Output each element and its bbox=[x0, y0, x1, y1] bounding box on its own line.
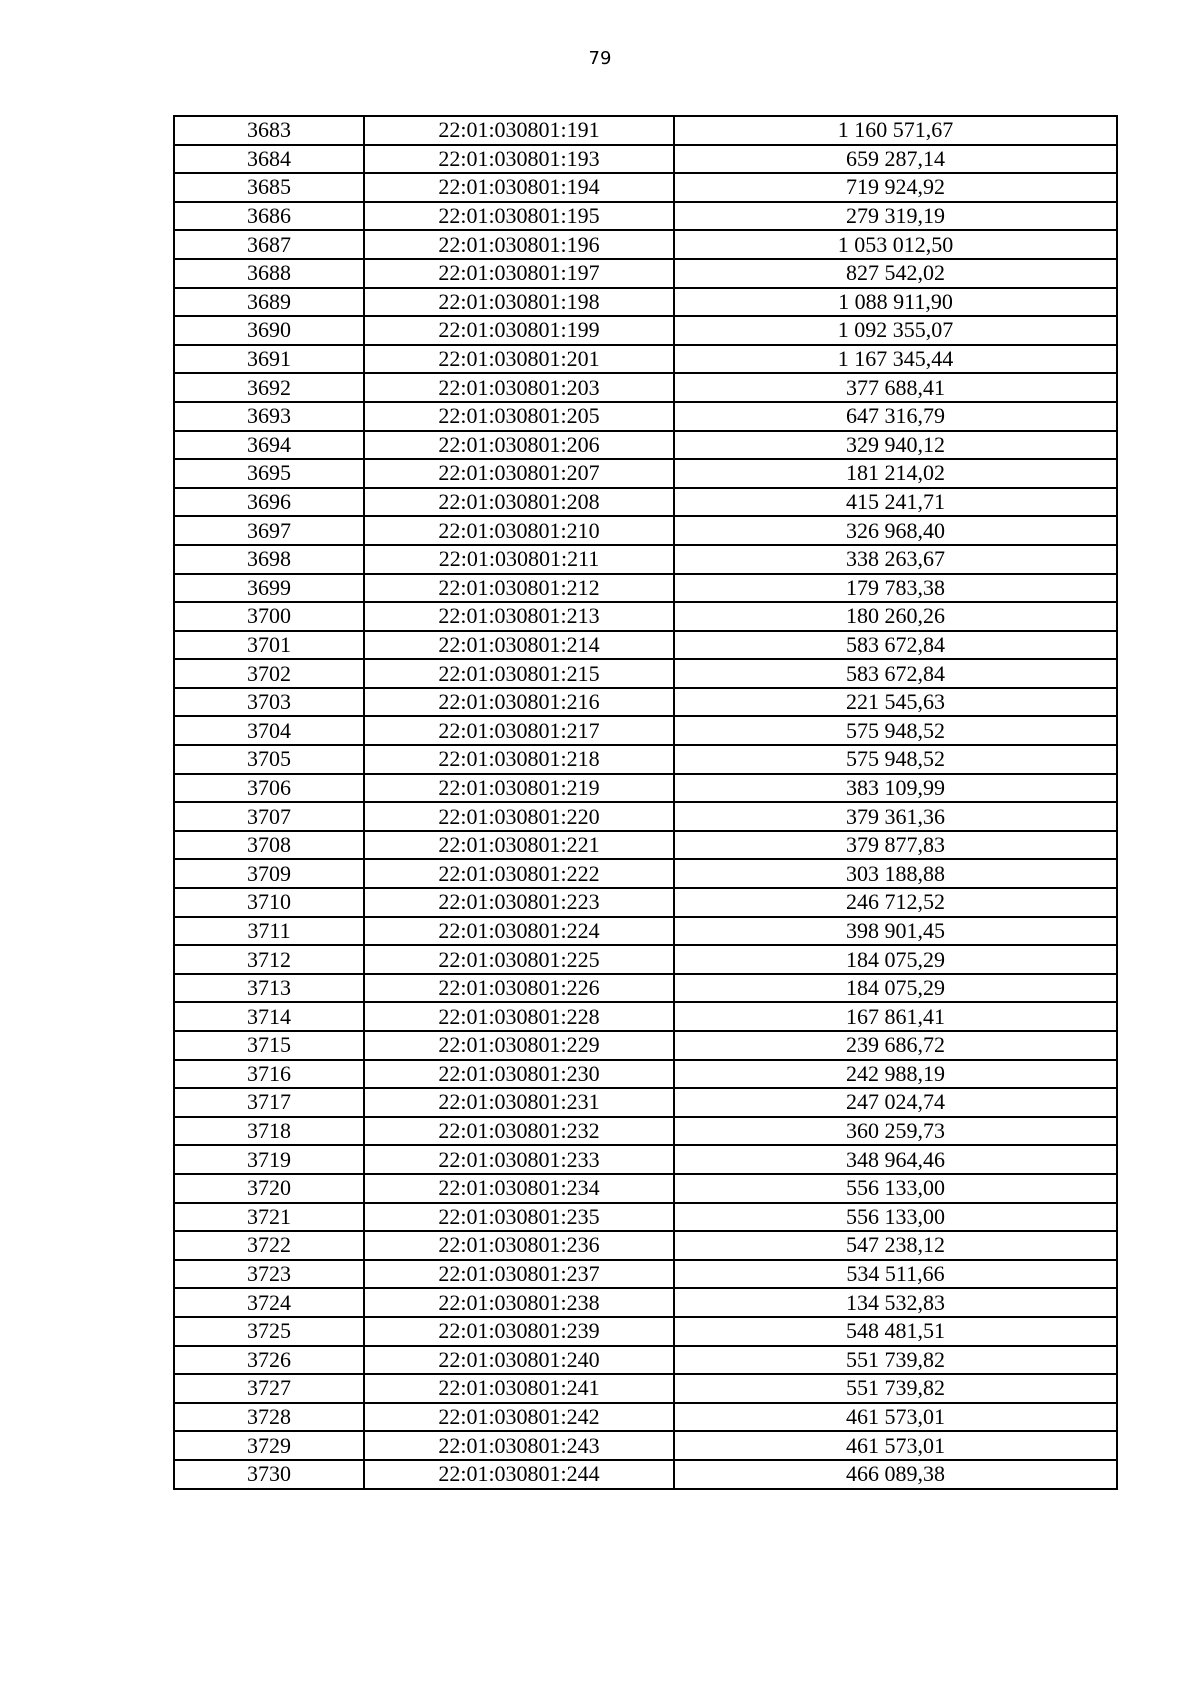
cadastral-value-cell: 583 672,84 bbox=[674, 631, 1117, 660]
row-number-cell: 3695 bbox=[174, 459, 364, 488]
cadastral-value-cell: 466 089,38 bbox=[674, 1460, 1117, 1489]
row-number-cell: 3703 bbox=[174, 688, 364, 717]
cadastral-number-cell: 22:01:030801:197 bbox=[364, 259, 674, 288]
row-number-cell: 3710 bbox=[174, 888, 364, 917]
cadastral-number-cell: 22:01:030801:201 bbox=[364, 345, 674, 374]
row-number-cell: 3716 bbox=[174, 1060, 364, 1089]
row-number-cell: 3706 bbox=[174, 774, 364, 803]
cadastral-value-cell: 242 988,19 bbox=[674, 1060, 1117, 1089]
cadastral-value-cell: 167 861,41 bbox=[674, 1002, 1117, 1031]
table-row bbox=[174, 1031, 1117, 1060]
cadastral-value-cell: 134 532,83 bbox=[674, 1288, 1117, 1317]
table-row bbox=[174, 1145, 1117, 1174]
cadastral-value-cell: 547 238,12 bbox=[674, 1231, 1117, 1260]
cadastral-number-cell: 22:01:030801:213 bbox=[364, 602, 674, 631]
row-number-cell: 3705 bbox=[174, 745, 364, 774]
table-row bbox=[174, 1346, 1117, 1375]
cadastral-value-cell: 329 940,12 bbox=[674, 431, 1117, 460]
cadastral-number-cell: 22:01:030801:198 bbox=[364, 288, 674, 317]
cadastral-value-cell: 551 739,82 bbox=[674, 1346, 1117, 1375]
table-row bbox=[174, 602, 1117, 631]
row-number-cell: 3714 bbox=[174, 1002, 364, 1031]
row-number-cell: 3685 bbox=[174, 173, 364, 202]
row-number-cell: 3725 bbox=[174, 1317, 364, 1346]
table-row bbox=[174, 1117, 1117, 1146]
cadastral-number-cell: 22:01:030801:216 bbox=[364, 688, 674, 717]
row-number-cell: 3683 bbox=[174, 116, 364, 145]
row-number-cell: 3686 bbox=[174, 202, 364, 231]
table-row bbox=[174, 659, 1117, 688]
cadastral-number-cell: 22:01:030801:210 bbox=[364, 516, 674, 545]
table-row bbox=[174, 1231, 1117, 1260]
cadastral-number-cell: 22:01:030801:230 bbox=[364, 1060, 674, 1089]
cadastral-number-cell: 22:01:030801:205 bbox=[364, 402, 674, 431]
cadastral-number-cell: 22:01:030801:229 bbox=[364, 1031, 674, 1060]
cadastral-number-cell: 22:01:030801:217 bbox=[364, 716, 674, 745]
cadastral-value-cell: 1 167 345,44 bbox=[674, 345, 1117, 374]
table-row bbox=[174, 288, 1117, 317]
row-number-cell: 3701 bbox=[174, 631, 364, 660]
cadastral-value-cell: 827 542,02 bbox=[674, 259, 1117, 288]
row-number-cell: 3729 bbox=[174, 1431, 364, 1460]
cadastral-value-cell: 575 948,52 bbox=[674, 745, 1117, 774]
row-number-cell: 3708 bbox=[174, 831, 364, 860]
cadastral-number-cell: 22:01:030801:224 bbox=[364, 917, 674, 946]
cadastral-number-cell: 22:01:030801:203 bbox=[364, 373, 674, 402]
cadastral-number-cell: 22:01:030801:239 bbox=[364, 1317, 674, 1346]
cadastral-value-cell: 246 712,52 bbox=[674, 888, 1117, 917]
cadastral-number-cell: 22:01:030801:206 bbox=[364, 431, 674, 460]
table-row bbox=[174, 373, 1117, 402]
cadastral-value-cell: 575 948,52 bbox=[674, 716, 1117, 745]
row-number-cell: 3724 bbox=[174, 1288, 364, 1317]
cadastral-number-cell: 22:01:030801:225 bbox=[364, 945, 674, 974]
cadastral-number-cell: 22:01:030801:220 bbox=[364, 802, 674, 831]
row-number-cell: 3727 bbox=[174, 1374, 364, 1403]
cadastral-number-cell: 22:01:030801:212 bbox=[364, 574, 674, 603]
cadastral-value-cell: 556 133,00 bbox=[674, 1203, 1117, 1232]
cadastral-value-cell: 383 109,99 bbox=[674, 774, 1117, 803]
row-number-cell: 3723 bbox=[174, 1260, 364, 1289]
table-row bbox=[174, 345, 1117, 374]
table-row bbox=[174, 1431, 1117, 1460]
cadastral-number-cell: 22:01:030801:242 bbox=[364, 1403, 674, 1432]
table-row bbox=[174, 888, 1117, 917]
cadastral-number-cell: 22:01:030801:191 bbox=[364, 116, 674, 145]
table-row bbox=[174, 488, 1117, 517]
cadastral-value-cell: 551 739,82 bbox=[674, 1374, 1117, 1403]
table-row bbox=[174, 1288, 1117, 1317]
row-number-cell: 3720 bbox=[174, 1174, 364, 1203]
table-row bbox=[174, 259, 1117, 288]
table-row bbox=[174, 230, 1117, 259]
table-row bbox=[174, 316, 1117, 345]
table-row bbox=[174, 1260, 1117, 1289]
row-number-cell: 3711 bbox=[174, 917, 364, 946]
row-number-cell: 3691 bbox=[174, 345, 364, 374]
cadastral-number-cell: 22:01:030801:208 bbox=[364, 488, 674, 517]
table-row bbox=[174, 545, 1117, 574]
cadastral-number-cell: 22:01:030801:237 bbox=[364, 1260, 674, 1289]
row-number-cell: 3712 bbox=[174, 945, 364, 974]
cadastral-value-cell: 1 088 911,90 bbox=[674, 288, 1117, 317]
table-row bbox=[174, 917, 1117, 946]
row-number-cell: 3704 bbox=[174, 716, 364, 745]
row-number-cell: 3721 bbox=[174, 1203, 364, 1232]
cadastral-value-cell: 583 672,84 bbox=[674, 659, 1117, 688]
cadastral-value-cell: 377 688,41 bbox=[674, 373, 1117, 402]
table-row bbox=[174, 1317, 1117, 1346]
table-row bbox=[174, 202, 1117, 231]
cadastral-value-cell: 379 877,83 bbox=[674, 831, 1117, 860]
cadastral-value-cell: 279 319,19 bbox=[674, 202, 1117, 231]
cadastral-number-cell: 22:01:030801:207 bbox=[364, 459, 674, 488]
row-number-cell: 3715 bbox=[174, 1031, 364, 1060]
cadastral-value-cell: 326 968,40 bbox=[674, 516, 1117, 545]
cadastral-value-cell: 534 511,66 bbox=[674, 1260, 1117, 1289]
cadastral-number-cell: 22:01:030801:218 bbox=[364, 745, 674, 774]
row-number-cell: 3694 bbox=[174, 431, 364, 460]
table-row bbox=[174, 459, 1117, 488]
cadastral-number-cell: 22:01:030801:236 bbox=[364, 1231, 674, 1260]
table-row bbox=[174, 974, 1117, 1003]
row-number-cell: 3719 bbox=[174, 1145, 364, 1174]
cadastral-value-cell: 1 160 571,67 bbox=[674, 116, 1117, 145]
table-row bbox=[174, 1060, 1117, 1089]
row-number-cell: 3709 bbox=[174, 859, 364, 888]
table-row bbox=[174, 802, 1117, 831]
cadastral-number-cell: 22:01:030801:244 bbox=[364, 1460, 674, 1489]
cadastral-number-cell: 22:01:030801:235 bbox=[364, 1203, 674, 1232]
table-row bbox=[174, 516, 1117, 545]
table-row bbox=[174, 1088, 1117, 1117]
cadastral-value-table bbox=[173, 115, 1118, 1490]
cadastral-number-cell: 22:01:030801:226 bbox=[364, 974, 674, 1003]
table-row bbox=[174, 831, 1117, 860]
cadastral-number-cell: 22:01:030801:231 bbox=[364, 1088, 674, 1117]
row-number-cell: 3722 bbox=[174, 1231, 364, 1260]
table-row bbox=[174, 688, 1117, 717]
cadastral-value-cell: 338 263,67 bbox=[674, 545, 1117, 574]
row-number-cell: 3699 bbox=[174, 574, 364, 603]
cadastral-number-cell: 22:01:030801:228 bbox=[364, 1002, 674, 1031]
cadastral-number-cell: 22:01:030801:215 bbox=[364, 659, 674, 688]
cadastral-value-cell: 398 901,45 bbox=[674, 917, 1117, 946]
cadastral-number-cell: 22:01:030801:233 bbox=[364, 1145, 674, 1174]
row-number-cell: 3730 bbox=[174, 1460, 364, 1489]
row-number-cell: 3696 bbox=[174, 488, 364, 517]
table-row bbox=[174, 116, 1117, 145]
cadastral-value-cell: 360 259,73 bbox=[674, 1117, 1117, 1146]
table-row bbox=[174, 1403, 1117, 1432]
table-row bbox=[174, 574, 1117, 603]
cadastral-number-cell: 22:01:030801:221 bbox=[364, 831, 674, 860]
cadastral-number-cell: 22:01:030801:241 bbox=[364, 1374, 674, 1403]
cadastral-value-cell: 659 287,14 bbox=[674, 145, 1117, 174]
cadastral-value-cell: 415 241,71 bbox=[674, 488, 1117, 517]
cadastral-number-cell: 22:01:030801:199 bbox=[364, 316, 674, 345]
row-number-cell: 3697 bbox=[174, 516, 364, 545]
cadastral-value-cell: 348 964,46 bbox=[674, 1145, 1117, 1174]
cadastral-value-cell: 1 092 355,07 bbox=[674, 316, 1117, 345]
cadastral-number-cell: 22:01:030801:232 bbox=[364, 1117, 674, 1146]
table-row bbox=[174, 1203, 1117, 1232]
row-number-cell: 3690 bbox=[174, 316, 364, 345]
table-row bbox=[174, 1174, 1117, 1203]
cadastral-value-cell: 179 783,38 bbox=[674, 574, 1117, 603]
cadastral-value-cell: 184 075,29 bbox=[674, 945, 1117, 974]
cadastral-value-cell: 221 545,63 bbox=[674, 688, 1117, 717]
cadastral-number-cell: 22:01:030801:211 bbox=[364, 545, 674, 574]
row-number-cell: 3713 bbox=[174, 974, 364, 1003]
table-row bbox=[174, 1002, 1117, 1031]
row-number-cell: 3687 bbox=[174, 230, 364, 259]
cadastral-value-cell: 184 075,29 bbox=[674, 974, 1117, 1003]
table-row bbox=[174, 402, 1117, 431]
cadastral-value-cell: 461 573,01 bbox=[674, 1431, 1117, 1460]
row-number-cell: 3698 bbox=[174, 545, 364, 574]
row-number-cell: 3689 bbox=[174, 288, 364, 317]
cadastral-number-cell: 22:01:030801:194 bbox=[364, 173, 674, 202]
cadastral-value-cell: 303 188,88 bbox=[674, 859, 1117, 888]
cadastral-value-cell: 647 316,79 bbox=[674, 402, 1117, 431]
cadastral-value-cell: 379 361,36 bbox=[674, 802, 1117, 831]
cadastral-value-cell: 548 481,51 bbox=[674, 1317, 1117, 1346]
cadastral-number-cell: 22:01:030801:214 bbox=[364, 631, 674, 660]
row-number-cell: 3707 bbox=[174, 802, 364, 831]
table-row bbox=[174, 716, 1117, 745]
table-row bbox=[174, 945, 1117, 974]
table-row bbox=[174, 631, 1117, 660]
row-number-cell: 3717 bbox=[174, 1088, 364, 1117]
page-number: 79 bbox=[588, 48, 612, 69]
cadastral-value-cell: 247 024,74 bbox=[674, 1088, 1117, 1117]
cadastral-number-cell: 22:01:030801:219 bbox=[364, 774, 674, 803]
row-number-cell: 3702 bbox=[174, 659, 364, 688]
row-number-cell: 3700 bbox=[174, 602, 364, 631]
cadastral-number-cell: 22:01:030801:195 bbox=[364, 202, 674, 231]
row-number-cell: 3684 bbox=[174, 145, 364, 174]
cadastral-number-cell: 22:01:030801:222 bbox=[364, 859, 674, 888]
table-row bbox=[174, 774, 1117, 803]
table-body bbox=[174, 116, 1117, 1489]
cadastral-value-cell: 556 133,00 bbox=[674, 1174, 1117, 1203]
table-row bbox=[174, 1460, 1117, 1489]
cadastral-number-cell: 22:01:030801:193 bbox=[364, 145, 674, 174]
cadastral-number-cell: 22:01:030801:243 bbox=[364, 1431, 674, 1460]
cadastral-value-cell: 461 573,01 bbox=[674, 1403, 1117, 1432]
table-row bbox=[174, 431, 1117, 460]
table-row bbox=[174, 145, 1117, 174]
table-row bbox=[174, 745, 1117, 774]
cadastral-value-cell: 719 924,92 bbox=[674, 173, 1117, 202]
row-number-cell: 3718 bbox=[174, 1117, 364, 1146]
cadastral-value-cell: 239 686,72 bbox=[674, 1031, 1117, 1060]
cadastral-number-cell: 22:01:030801:196 bbox=[364, 230, 674, 259]
row-number-cell: 3692 bbox=[174, 373, 364, 402]
cadastral-number-cell: 22:01:030801:240 bbox=[364, 1346, 674, 1375]
row-number-cell: 3728 bbox=[174, 1403, 364, 1432]
cadastral-value-cell: 1 053 012,50 bbox=[674, 230, 1117, 259]
row-number-cell: 3693 bbox=[174, 402, 364, 431]
table-row bbox=[174, 1374, 1117, 1403]
cadastral-number-cell: 22:01:030801:238 bbox=[364, 1288, 674, 1317]
cadastral-number-cell: 22:01:030801:223 bbox=[364, 888, 674, 917]
table-row bbox=[174, 859, 1117, 888]
cadastral-value-cell: 181 214,02 bbox=[674, 459, 1117, 488]
row-number-cell: 3726 bbox=[174, 1346, 364, 1375]
cadastral-number-cell: 22:01:030801:234 bbox=[364, 1174, 674, 1203]
cadastral-value-cell: 180 260,26 bbox=[674, 602, 1117, 631]
table-row bbox=[174, 173, 1117, 202]
row-number-cell: 3688 bbox=[174, 259, 364, 288]
